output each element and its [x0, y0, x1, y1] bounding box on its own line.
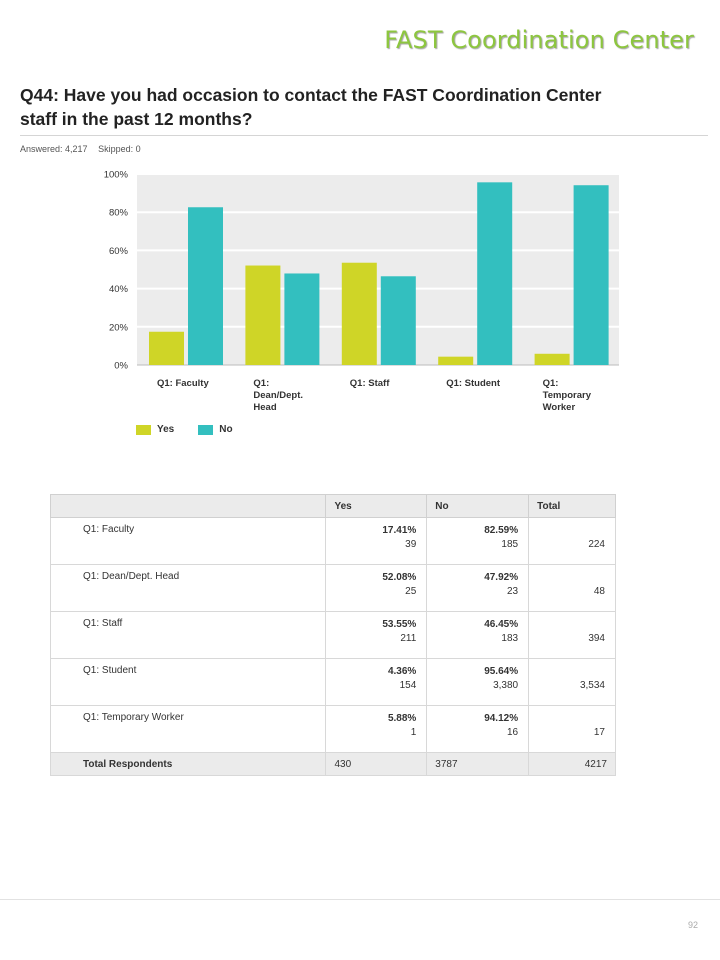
brand-title: FAST Coordination Center: [384, 26, 694, 54]
yes-count: 25: [405, 586, 417, 597]
x-tick-line: Q1:: [542, 378, 559, 389]
y-tick-label: 40%: [108, 284, 128, 296]
no-percent: 95.64%: [484, 666, 519, 677]
table-header-blank: [51, 495, 326, 518]
cell-total: [529, 565, 616, 612]
table-header-no: No: [427, 495, 529, 518]
yes-percent: 5.88%: [387, 713, 417, 724]
row-total: 3,534: [579, 680, 605, 691]
yes-percent: 4.36%: [387, 666, 417, 677]
x-tick-line: Worker: [542, 402, 576, 413]
x-tick-line: Head: [253, 402, 277, 413]
cell-no: [427, 518, 529, 565]
bar-no: [188, 207, 223, 365]
table-header-total: Total: [529, 495, 616, 518]
table-totals-row: [51, 753, 616, 776]
row-total: 224: [588, 539, 605, 550]
table-row: [51, 518, 616, 565]
chart-legend: [136, 424, 233, 435]
x-tick-label: [253, 378, 303, 413]
no-percent: 94.12%: [484, 713, 519, 724]
yes-count: 211: [400, 633, 417, 644]
cell-no: [427, 565, 529, 612]
cell-yes: [326, 518, 427, 565]
yes-percent: 52.08%: [382, 572, 417, 583]
no-count: 183: [501, 633, 519, 644]
bar-yes: [438, 357, 473, 365]
no-count: 185: [501, 539, 519, 550]
question-title: Q44: Have you had occasion to contact the FAST Coordination Center staff in the past 12 months?: [20, 85, 602, 129]
legend-label-yes: Yes: [157, 424, 175, 435]
x-tick-label: [543, 378, 592, 413]
x-tick-label: [350, 378, 390, 389]
page-number: 92: [687, 920, 698, 930]
no-percent: 46.45%: [484, 619, 519, 630]
x-tick-line: Q1: Faculty: [157, 378, 209, 389]
legend-swatch-no: [198, 425, 213, 435]
no-count: 16: [506, 727, 519, 738]
y-tick-label: 20%: [108, 322, 128, 334]
cell-total: [529, 612, 616, 659]
y-tick-label: 80%: [108, 207, 128, 219]
no-percent: 47.92%: [484, 572, 519, 583]
skipped-count: Skipped: 0: [98, 144, 141, 154]
bar-no: [381, 276, 416, 365]
table-row: [51, 706, 616, 753]
cell-no: [427, 612, 529, 659]
bar-no: [284, 273, 319, 365]
yes-count: 154: [399, 680, 417, 691]
totals-label: Total Respondents: [51, 753, 326, 776]
cell-no: [427, 706, 529, 753]
table-row: [51, 659, 616, 706]
yes-count: 39: [405, 539, 417, 550]
x-tick-line: Q1:: [253, 378, 270, 389]
cell-yes: [326, 565, 427, 612]
no-percent: 82.59%: [484, 525, 519, 536]
table-header-yes: Yes: [326, 495, 427, 518]
x-tick-label: [446, 378, 501, 389]
cell-yes: [326, 612, 427, 659]
cell-total: [529, 659, 616, 706]
legend-label-no: No: [219, 424, 233, 435]
bar-no: [477, 182, 512, 365]
legend-item-yes: [136, 424, 174, 435]
bar-chart: [0, 0, 720, 460]
row-label: Q1: Staff: [51, 612, 326, 659]
x-tick-line: Q1: Student: [446, 378, 501, 389]
x-tick-line: Dean/Dept.: [253, 390, 304, 401]
bar-yes: [245, 266, 280, 365]
x-tick-label: [157, 378, 209, 389]
cell-total: [529, 706, 616, 753]
answered-count: Answered: 4,217: [20, 144, 88, 154]
legend-item-no: [198, 424, 232, 435]
bar-yes: [342, 263, 377, 365]
table-row: [51, 565, 616, 612]
yes-count: 1: [410, 727, 417, 738]
bar-no: [574, 185, 609, 365]
row-label: Q1: Temporary Worker: [51, 706, 326, 753]
bar-yes: [535, 354, 570, 365]
row-label: Q1: Student: [51, 659, 326, 706]
x-tick-line: Q1: Staff: [349, 378, 390, 389]
no-count: 23: [506, 586, 519, 597]
results-table: [50, 494, 616, 776]
yes-percent: 17.41%: [382, 525, 417, 536]
totals-yes: 430: [326, 753, 427, 776]
cell-yes: [326, 706, 427, 753]
totals-no: 3787: [427, 753, 529, 776]
cell-no: [427, 659, 529, 706]
bar-yes: [149, 332, 184, 365]
row-total: 394: [588, 633, 605, 644]
row-label: Q1: Dean/Dept. Head: [51, 565, 326, 612]
cell-total: [529, 518, 616, 565]
yes-percent: 53.55%: [382, 619, 417, 630]
y-tick-label: 100%: [103, 169, 128, 181]
y-tick-label: 60%: [108, 245, 128, 257]
y-tick-label: 0%: [114, 360, 128, 372]
row-label: Q1: Faculty: [51, 518, 326, 565]
footer-divider: [0, 899, 720, 900]
totals-total: 4217: [529, 753, 616, 776]
row-total: 17: [593, 727, 605, 738]
table-row: [51, 612, 616, 659]
row-total: 48: [593, 586, 605, 597]
no-count: 3,380: [493, 680, 519, 691]
cell-yes: [326, 659, 427, 706]
table-header-row: [51, 495, 616, 518]
x-tick-line: Temporary: [542, 390, 592, 401]
legend-swatch-yes: [136, 425, 151, 435]
